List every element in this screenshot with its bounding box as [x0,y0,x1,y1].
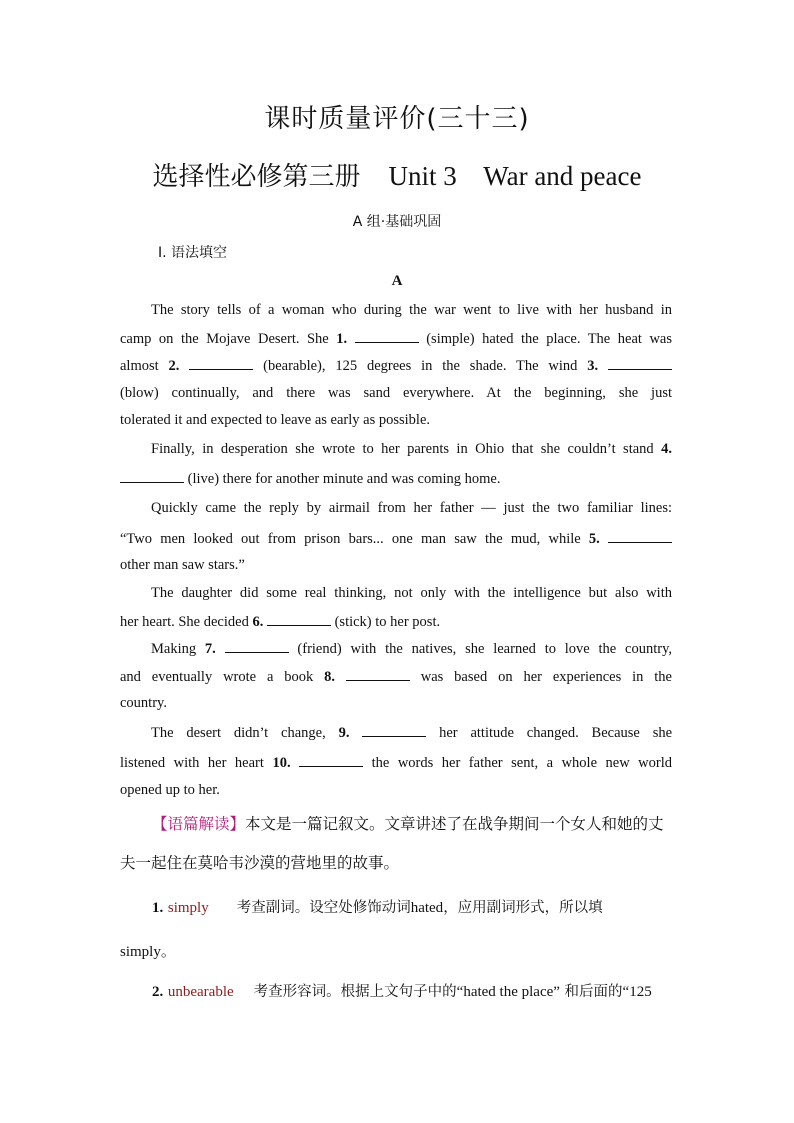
passage-line: almost 2. (bearable), 125 degrees in the shade. The wind 3. [120,357,672,375]
passage-line: country. [120,695,167,711]
group-heading: A 组·基础巩固 [352,214,442,230]
passage-line: tolerated it and expected to leave as early as possible. [120,412,431,428]
answer-1-value: simply [167,900,209,916]
answer-2-value: unbearable [167,984,234,1000]
passage-line: “Two men looked out from prison bars... one man saw the mud, while 5. [120,530,672,548]
passage-line: The daughter did some real thinking, not only with the intelligence but also with [151,585,672,601]
passage-line: The desert didn’t change, 9. her attitude changed. Because she [151,725,673,741]
answer-1: 1. simply 考查副词。设空处修饰动词hated，应用副词形式，所以填 [152,900,603,916]
analysis-tag: 【语篇解读】 [152,815,246,833]
passage-line: Quickly came the reply by airmail from her father — just the two familiar lines: [151,500,672,516]
blank-3[interactable] [608,357,672,370]
passage-line: her heart. She decided 6. (stick) to her post. [120,614,441,630]
passage-line: listened with her heart 10. the words her father sent, a whole new world [120,755,673,771]
analysis-line: 【语篇解读】本文是一篇记叙文。文章讲述了在战争期间一个女人和她的丈 [152,815,664,833]
passage-line: opened up to her. [120,782,220,798]
passage-letter: A [391,273,403,289]
answer-1-cont: simply。 [120,944,176,960]
passage-line: camp on the Mojave Desert. She 1. (simple) hated the place. The heat was [120,331,672,347]
unit-title-en: Unit 3 War and peace [388,161,642,191]
blank-5[interactable] [608,530,672,543]
passage-line: The story tells of a woman who during the war went to live with her husband in [151,302,672,318]
passage-line: and eventually wrote a book 8. was based on her experiences in the [120,669,672,685]
blank-10[interactable] [299,754,363,767]
analysis-line: 夫一起住在莫哈韦沙漠的营地里的故事。 [120,854,400,872]
blank-1[interactable] [355,330,419,343]
blank-2[interactable] [189,357,253,370]
passage-line: (live) there for another minute and was coming home. [120,470,672,488]
blank-9[interactable] [362,724,426,737]
section-heading: Ⅰ. 语法填空 [158,245,228,261]
passage-line: Finally, in desperation she wrote to her parents in Ohio that she couldn’t stand 4. [151,441,672,457]
passage-line: other man saw stars.” [120,557,245,573]
lesson-title: 课时质量评价(三十三) [264,104,530,134]
blank-7[interactable] [225,640,289,653]
passage-line: Making 7. (friend) with the natives, she learned to love the country, [151,641,673,657]
passage-line: (blow) continually, and there was sand everywhere. At the beginning, she just [120,385,672,401]
answer-2: 2. unbearable 考查形容词。根据上文句子中的“hated the place” 和后面的“125 [152,984,652,1000]
unit-title [0,156,794,193]
blank-4[interactable] [120,470,184,483]
blank-8[interactable] [346,668,410,681]
unit-title-cn: 选择性必修第三册 [152,162,361,192]
blank-6[interactable] [267,613,331,626]
